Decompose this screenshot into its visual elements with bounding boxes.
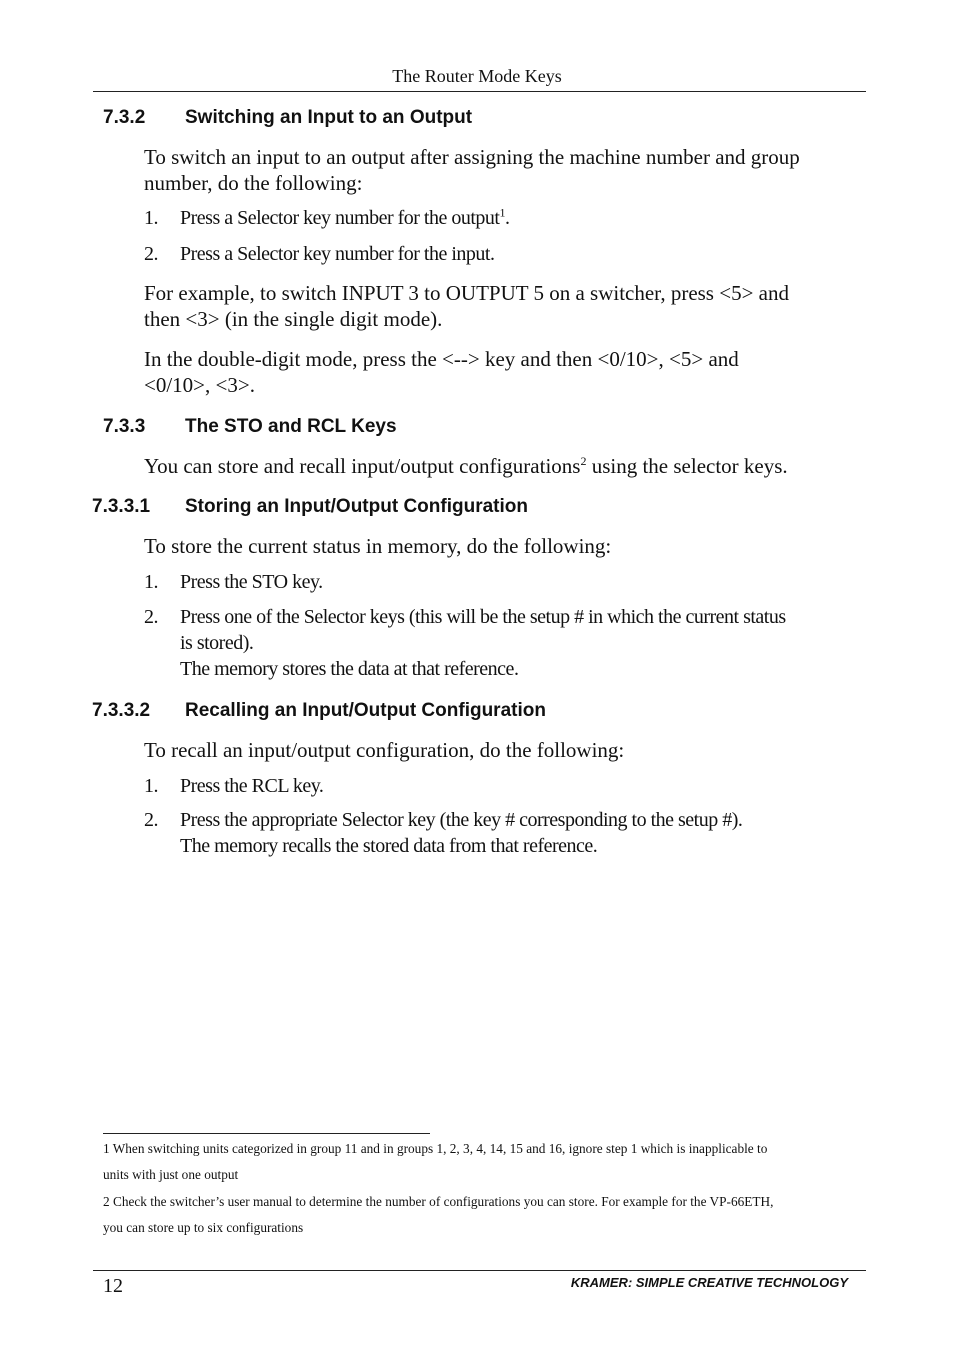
footnote-line: you can store up to six configurations: [103, 1220, 304, 1235]
list-text-line: Press the appropriate Selector key (the key # corresponding to the setup #).: [180, 809, 743, 831]
footer-divider: [93, 1270, 866, 1271]
list-number: 1.: [144, 775, 158, 797]
list-text: Press the RCL key.: [180, 775, 324, 797]
paragraph-intro: [144, 144, 864, 196]
header-divider: [93, 91, 866, 92]
section-title: Recalling an Input/Output Configuration: [185, 700, 546, 721]
list-item: [144, 604, 864, 682]
list-text-line: The memory stores the data at that reference.: [180, 658, 519, 680]
list-item: [144, 773, 864, 799]
list-item: [144, 205, 864, 231]
footnote-2: [103, 1189, 863, 1241]
text-part: using the selector keys.: [586, 454, 788, 478]
list-text-tail: .: [504, 207, 510, 229]
footnote-line: 1 When switching units categorized in group 11 and in groups 1, 2, 3, 4, 14, 15 and 16, ignore step 1 which is inapplicable to: [103, 1141, 768, 1156]
footnote-line: units with just one output: [103, 1167, 239, 1182]
section-number: 7.3.3.2: [92, 700, 151, 721]
list-text: Press the STO key.: [180, 571, 323, 593]
footnote-1: [103, 1136, 863, 1188]
list-text-line: is stored).: [180, 632, 254, 654]
page-number: 12: [103, 1275, 123, 1297]
list-text-line: The memory recalls the stored data from that reference.: [180, 835, 598, 857]
text-line: For example, to switch INPUT 3 to OUTPUT 5 on a switcher, press <5> and: [144, 281, 789, 305]
running-header: The Router Mode Keys: [392, 66, 562, 86]
paragraph-double-digit: [144, 346, 864, 398]
paragraph-store-intro: To store the current status in memory, do the following:: [144, 534, 612, 558]
text-line: <0/10>, <3>.: [144, 373, 255, 397]
list-item: [144, 241, 864, 267]
list-text: Press a Selector key number for the input.: [180, 243, 495, 265]
section-number: 7.3.3.1: [92, 496, 151, 517]
list-number: 1.: [144, 571, 158, 593]
text-line: number, do the following:: [144, 171, 363, 195]
text-part: You can store and recall input/output configurations: [144, 454, 581, 478]
section-number: 7.3.2: [103, 107, 146, 128]
footnote-divider: [103, 1133, 430, 1134]
footer-brand: KRAMER: SIMPLE CREATIVE TECHNOLOGY: [570, 1275, 848, 1290]
list-item: [144, 807, 864, 859]
section-number: 7.3.3: [103, 416, 146, 437]
list-number: 2.: [144, 243, 158, 265]
list-number: 2.: [144, 606, 158, 628]
list-text: Press a Selector key number for the output: [180, 207, 500, 229]
list-text-line: Press one of the Selector keys (this will be the setup # in which the current status: [180, 606, 786, 628]
section-title: Storing an Input/Output Configuration: [185, 496, 528, 517]
section-title: The STO and RCL Keys: [185, 416, 397, 437]
text-line: then <3> (in the single digit mode).: [144, 307, 443, 331]
text-line: To switch an input to an output after assigning the machine number and group: [144, 145, 800, 169]
text-line: In the double-digit mode, press the <--> key and then <0/10>, <5> and: [144, 347, 739, 371]
list-item: [144, 569, 864, 595]
footnote-ref: 1: [499, 205, 505, 220]
paragraph-recall-intro: To recall an input/output configuration, do the following:: [144, 738, 625, 762]
paragraph-example: [144, 280, 864, 332]
list-number: 2.: [144, 809, 158, 831]
list-number: 1.: [144, 207, 158, 229]
paragraph-sto-rcl: [144, 453, 864, 479]
footnote-line: 2 Check the switcher’s user manual to determine the number of configurations you can store. For example for the VP-66ETH,: [103, 1194, 774, 1209]
section-title: Switching an Input to an Output: [185, 107, 473, 128]
footnote-ref: 2: [580, 454, 587, 468]
